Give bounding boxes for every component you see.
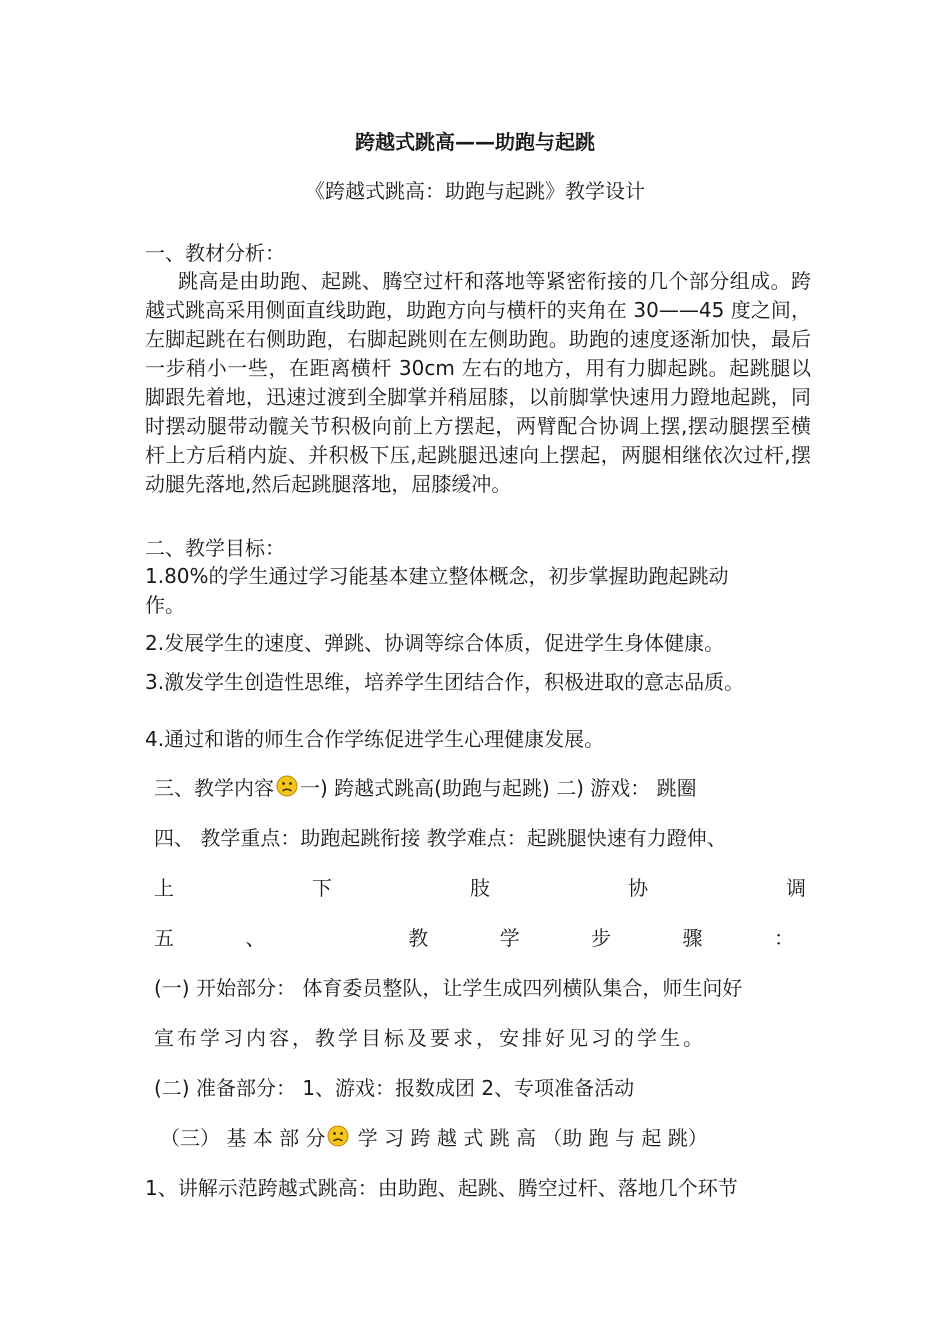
heading-char: 五 — [154, 926, 174, 950]
continuation-char: 协 — [628, 876, 648, 900]
continuation-char: 调 — [786, 876, 806, 900]
heading-char: 教 — [408, 926, 429, 950]
goal-3: 3.激发学生创造性思维，培养学生团结合作，积极进取的意志品质。 — [145, 670, 745, 694]
heading-char: 骤 — [682, 926, 703, 950]
goal-1-line-2: 作。 — [145, 593, 185, 617]
section-heading-teaching-goals: 二、教学目标： — [145, 536, 285, 560]
sad-face-emoticon-icon — [276, 775, 298, 797]
prep-part-line: (二) 准备部分： 1、游戏：报数成团 2、专项准备活动 — [154, 1076, 635, 1100]
goal-1-line-1: 1.80%的学生通过学习能基本建立整体概念，初步掌握助跑起跳动 — [145, 564, 729, 588]
heading-char: 、 — [245, 926, 266, 950]
explain-line: 1、讲解示范跨越式跳高：由助跑、起跳、腾空过杆、落地几个环节 — [145, 1176, 738, 1200]
document-subtitle: 《跨越式跳高：助跑与起跳》教学设计 — [305, 179, 645, 203]
key-points-line: 四、 教学重点：助跑起跳衔接 教学难点：起跳腿快速有力蹬伸、 — [154, 826, 727, 850]
teaching-content-rest: 一) 跨越式跳高(助跑与起跳) 二) 游戏： 跳圈 — [300, 776, 697, 800]
start-part-line-2: 宣布学习内容，教学目标及要求，安排好见习的学生。 — [154, 1026, 706, 1050]
section-heading-material-analysis: 一、教材分析： — [145, 241, 285, 265]
start-part-line-1: (一) 开始部分： 体育委员整队，让学生成四列横队集合，师生问好 — [154, 976, 743, 1000]
basic-part-prefix: （三） 基 本 部 分 — [160, 1126, 326, 1150]
heading-char: 步 — [591, 926, 612, 950]
section-heading-teaching-steps — [154, 923, 794, 953]
document-title: 跨越式跳高——助跑与起跳 — [355, 130, 595, 154]
continuation-char: 上 — [154, 876, 174, 900]
teaching-content-line — [154, 773, 697, 803]
material-analysis-paragraph: 跳高是由助跑、起跳、腾空过杆和落地等紧密衔接的几个部分组成。跨越式跳高采用侧面直线助跑，助跑方向与横杆的夹角在 30——45 度之间，左脚起跳在右侧助跑，右脚起跳则在左侧助跑。助跑的速度逐渐加快，最后一步稍小一些，在距离横杆 30cm 左右的地方，用有力脚起跳。起跳腿以脚跟先着地，迅速过渡到全脚掌并稍屈膝，以前脚掌快速用力蹬地起跳，同时摆动腿带动髋关节积极向前上方摆起，两臂配合协调上摆,摆动腿摆至横杆上方后稍内旋、并积极下压,起跳腿迅速向上摆起，两腿相继依次过杆,摆动腿先落地,然后起跳腿落地，屈膝缓冲。 — [145, 269, 811, 496]
key-points-continuation — [154, 873, 806, 903]
goal-2: 2.发展学生的速度、弹跳、协调等综合体质，促进学生身体健康。 — [145, 631, 725, 655]
sad-face-emoticon-icon — [327, 1125, 349, 1147]
teaching-content-prefix: 三、教学内容 — [154, 776, 274, 800]
heading-char: ： — [773, 926, 794, 950]
goal-4: 4.通过和谐的师生合作学练促进学生心理健康发展。 — [145, 727, 605, 751]
basic-part-rest: 学 习 跨 越 式 跳 高 （助 跑 与 起 跳） — [357, 1126, 708, 1150]
heading-char: 学 — [499, 926, 520, 950]
basic-part-line — [160, 1123, 708, 1153]
continuation-char: 肢 — [470, 876, 490, 900]
continuation-char: 下 — [312, 876, 332, 900]
